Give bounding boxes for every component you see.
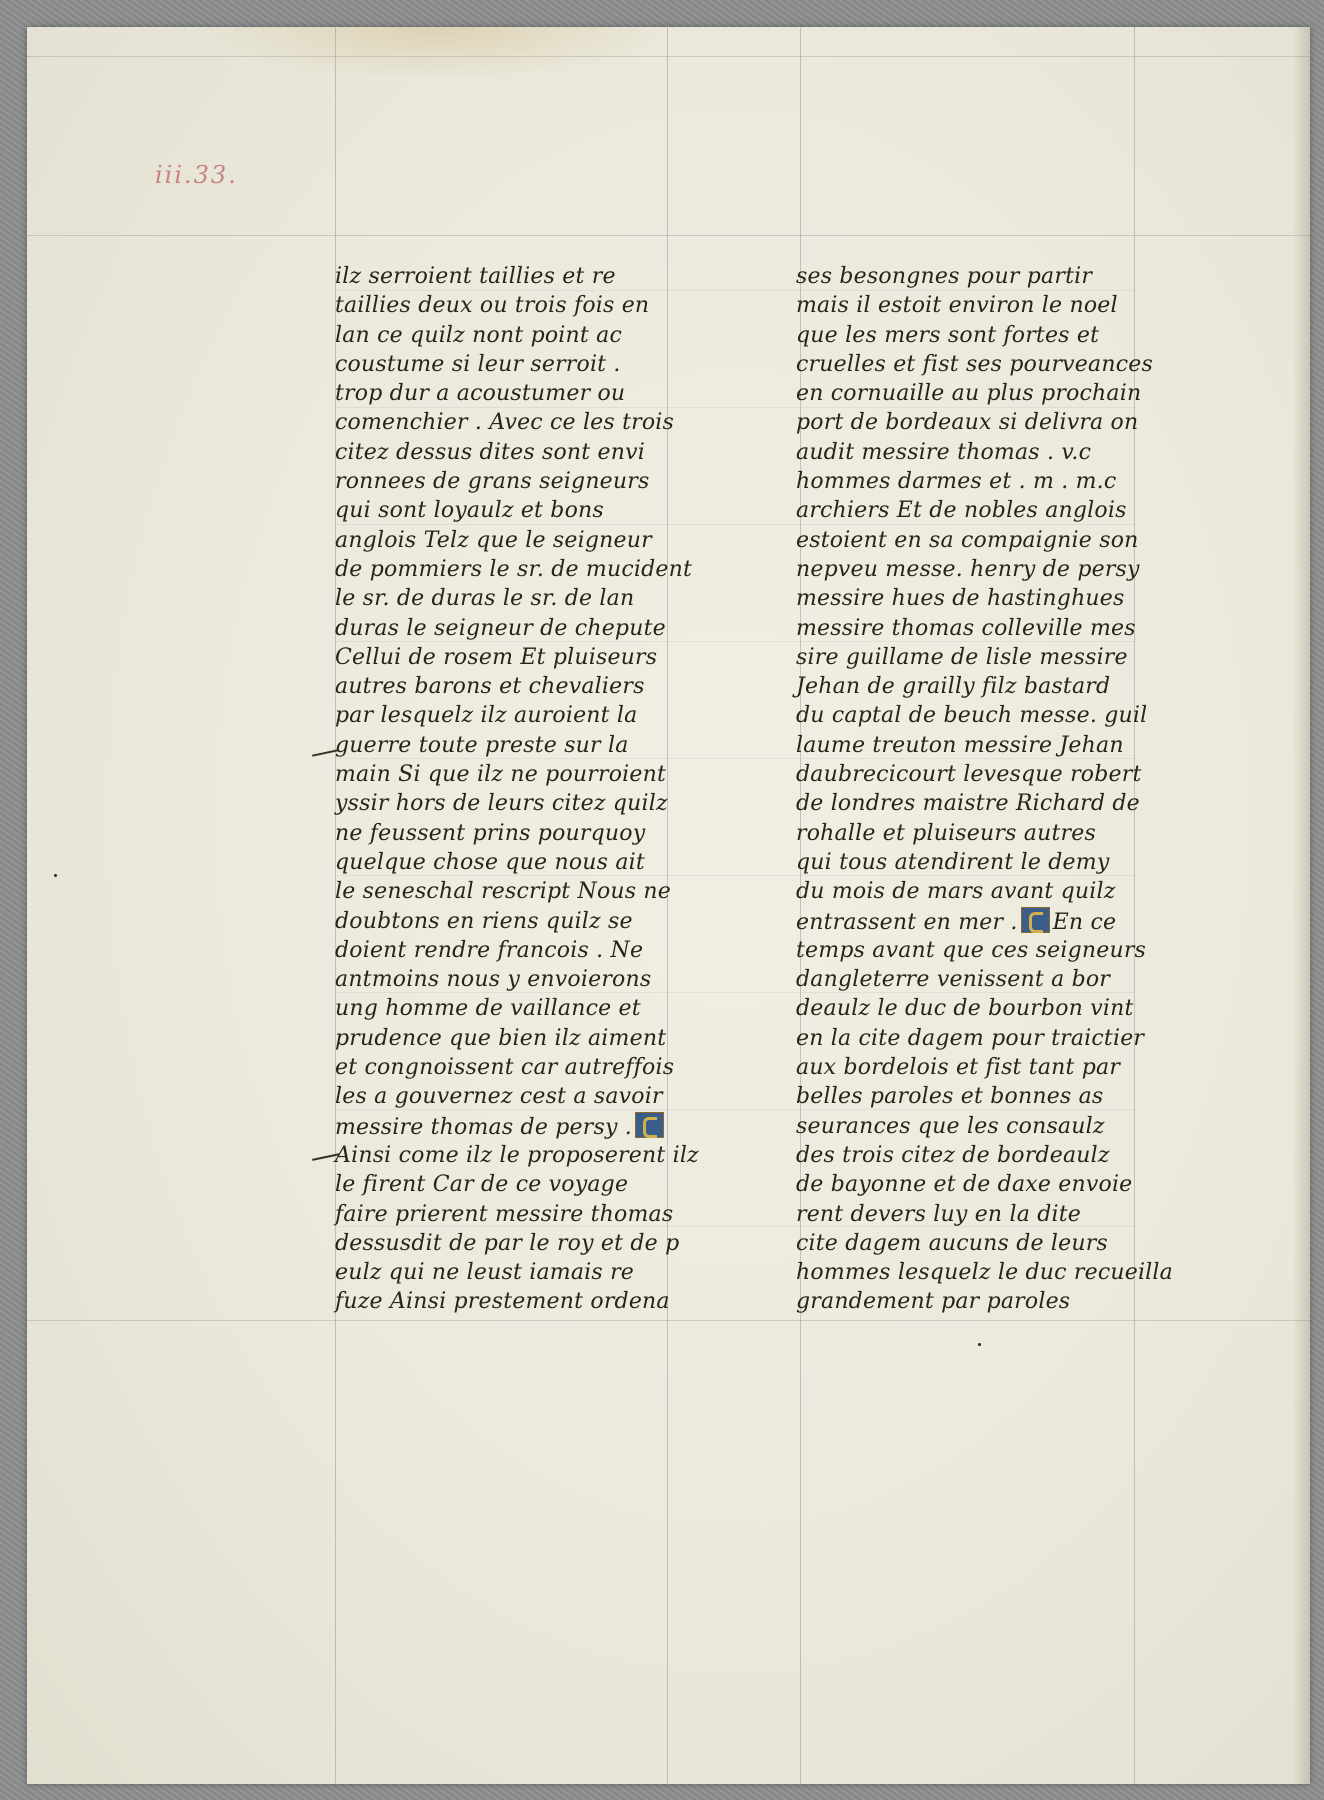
text-line-content: messire hues de hastinghues	[796, 586, 1125, 612]
text-line-content: quelque chose que nous ait	[335, 849, 645, 875]
illuminated-initial	[635, 1112, 664, 1138]
text-line	[796, 789, 1173, 818]
text-line-content: par lesquelz ilz auroient la	[335, 703, 638, 729]
text-line	[335, 496, 699, 525]
text-line	[796, 408, 1173, 437]
text-line	[796, 291, 1173, 320]
folio-number: iii.33.	[155, 161, 238, 189]
text-line-content: le firent Car de ce voyage	[335, 1172, 629, 1198]
text-line-content: archiers Et de nobles anglois	[796, 498, 1127, 524]
text-line	[335, 467, 699, 496]
text-line-content: doient rendre francois . Ne	[335, 937, 644, 963]
text-line	[335, 1287, 699, 1316]
text-line	[796, 672, 1173, 701]
text-line	[335, 789, 699, 818]
text-line	[335, 760, 699, 789]
text-line	[335, 555, 699, 584]
text-line	[796, 1170, 1173, 1199]
text-line	[335, 1053, 699, 1082]
text-line-content: Ainsi come ilz le proposerent ilz	[335, 1142, 699, 1168]
text-line-content: autres barons et chevaliers	[335, 674, 645, 700]
ink-speck	[54, 874, 57, 877]
text-line-content: Cellui de rosem Et pluiseurs	[335, 644, 658, 670]
text-line	[335, 907, 699, 936]
text-line-content: anglois Telz que le seigneur	[335, 527, 652, 553]
text-line-content: cite dagem aucuns de leurs	[796, 1230, 1108, 1256]
ruling-line	[27, 235, 1310, 236]
text-line	[796, 1229, 1173, 1258]
text-line-content: qui sont loyaulz et bons	[335, 498, 604, 524]
text-line	[796, 848, 1173, 877]
text-line	[796, 1258, 1173, 1287]
text-line	[796, 1082, 1173, 1111]
text-line	[796, 1200, 1173, 1229]
text-line-content: trop dur a acoustumer ou	[335, 381, 626, 407]
text-line	[796, 526, 1173, 555]
text-line	[796, 760, 1173, 789]
text-line-content: ronnees de grans seigneurs	[335, 469, 650, 495]
text-line	[335, 1200, 699, 1229]
text-line-content: eulz qui ne leust iamais re	[335, 1260, 635, 1286]
text-line	[335, 819, 699, 848]
text-line-content: sire guillame de lisle messire	[796, 644, 1128, 670]
text-line-content: ne feussent prins pourquoy	[335, 820, 646, 846]
text-line	[335, 350, 699, 379]
ruling-line	[27, 1320, 1310, 1321]
text-line	[796, 701, 1173, 730]
text-line-content: du mois de mars avant quilz	[796, 879, 1116, 905]
text-line	[796, 614, 1173, 643]
text-line-content: mais il estoit environ le noel	[796, 293, 1118, 319]
gutter-shadow	[1292, 27, 1310, 1784]
text-line-content: main Si que ilz ne pourroient	[335, 762, 667, 788]
text-line	[796, 819, 1173, 848]
text-line-content: belles paroles et bonnes as	[796, 1084, 1104, 1110]
text-line-content: nepveu messe. henry de persy	[796, 556, 1140, 582]
text-line	[335, 438, 699, 467]
text-line	[335, 1258, 699, 1287]
text-line-content: guerre toute preste sur la	[335, 732, 629, 758]
ink-speck	[978, 1343, 981, 1346]
text-line-content: duras le seigneur de chepute	[335, 615, 666, 641]
text-line	[796, 438, 1173, 467]
text-line	[335, 1112, 699, 1141]
text-line	[335, 1141, 699, 1170]
text-line-content: yssir hors de leurs citez quilz	[335, 791, 668, 817]
text-line	[796, 350, 1173, 379]
text-line-content: dangleterre venissent a bor	[796, 967, 1111, 993]
text-line-content: comenchier . Avec ce les trois	[335, 410, 675, 436]
text-line-content: daubrecicourt levesque robert	[796, 762, 1142, 788]
text-line-content: temps avant que ces seigneurs	[796, 937, 1147, 963]
text-column-left	[335, 262, 699, 1317]
text-line	[796, 321, 1173, 350]
water-stain	[197, 27, 677, 82]
text-line-content: port de bordeaux si delivra on	[796, 410, 1139, 436]
illuminated-initial	[1021, 907, 1050, 933]
text-line	[335, 936, 699, 965]
text-line	[796, 379, 1173, 408]
text-line-content: aux bordelois et fist tant par	[796, 1055, 1121, 1081]
text-line-content: seurances que les consaulz	[796, 1113, 1105, 1139]
text-line-content: qui tous atendirent le demy	[796, 849, 1110, 875]
text-line	[335, 848, 699, 877]
text-line-content: hommes darmes et . m . m.c	[796, 469, 1117, 495]
text-line	[335, 672, 699, 701]
text-line	[335, 1082, 699, 1111]
text-line-content: rent devers luy en la dite	[796, 1201, 1082, 1227]
text-line-content: grandement par paroles	[796, 1289, 1071, 1315]
text-line	[796, 731, 1173, 760]
text-line-content: faire prierent messire thomas	[335, 1201, 674, 1227]
text-line-content: messire thomas colleville mes	[796, 615, 1136, 641]
text-line	[796, 643, 1173, 672]
text-line-content: deaulz le duc de bourbon vint	[796, 996, 1134, 1022]
text-line-content: laume treuton messire Jehan	[796, 732, 1124, 758]
text-line	[796, 877, 1173, 906]
text-line	[335, 262, 699, 291]
text-line	[335, 321, 699, 350]
text-line	[796, 555, 1173, 584]
text-line	[796, 965, 1173, 994]
text-line	[796, 496, 1173, 525]
text-line-content: en la cite dagem pour traictier	[796, 1025, 1145, 1051]
text-line-content: citez dessus dites sont envi	[335, 439, 645, 465]
text-line	[796, 1024, 1173, 1053]
text-line	[796, 907, 1173, 936]
text-line	[796, 1141, 1173, 1170]
text-line-content: dessusdit de par le roy et de p	[335, 1230, 680, 1256]
text-line-content: de londres maistre Richard de	[796, 791, 1140, 817]
text-line-content: rohalle et pluiseurs autres	[796, 820, 1096, 846]
text-line	[335, 731, 699, 760]
text-line-content: taillies deux ou trois fois en	[335, 293, 650, 319]
text-line-content: fuze Ainsi prestement ordena	[335, 1289, 670, 1315]
text-line-content: ung homme de vaillance et	[335, 996, 641, 1022]
text-line-content: le sr. de duras le sr. de lan	[335, 586, 635, 612]
text-line-content: le seneschal rescript Nous ne	[335, 879, 672, 905]
text-line-content: ses besongnes pour partir	[796, 264, 1093, 289]
text-line	[335, 1170, 699, 1199]
text-line	[335, 701, 699, 730]
text-line-content: antmoins nous y envoierons	[335, 967, 652, 993]
text-line-content: les a gouvernez cest a savoir	[335, 1084, 663, 1110]
text-line	[335, 965, 699, 994]
text-line-content: lan ce quilz nont point ac	[335, 322, 622, 348]
text-line-content: en cornuaille au plus prochain	[796, 381, 1142, 407]
text-line	[335, 584, 699, 613]
text-line	[335, 643, 699, 672]
text-line	[335, 614, 699, 643]
text-line	[796, 1053, 1173, 1082]
text-line-content: des trois citez de bordeaulz	[796, 1142, 1110, 1168]
text-line	[796, 994, 1173, 1023]
text-line	[335, 408, 699, 437]
text-line	[335, 379, 699, 408]
text-line	[796, 936, 1173, 965]
text-line-content: coustume si leur serroit .	[335, 351, 621, 377]
text-line-content: En ce	[1052, 909, 1117, 935]
text-line-content: estoient en sa compaignie son	[796, 527, 1139, 553]
text-line-content: cruelles et fist ses pourveances	[796, 351, 1153, 377]
text-line-content: Jehan de grailly filz bastard	[796, 674, 1111, 700]
text-line	[796, 584, 1173, 613]
text-line	[335, 1229, 699, 1258]
ruling-line	[27, 56, 1310, 57]
text-line-content: entrassent en mer .	[796, 909, 1018, 935]
text-line	[335, 877, 699, 906]
text-line	[335, 1024, 699, 1053]
text-line-content: du captal de beuch messe. guil	[796, 703, 1148, 729]
text-line-content: hommes lesquelz le duc recueilla	[796, 1260, 1173, 1286]
text-line	[335, 291, 699, 320]
text-line-content: et congnoissent car autreffois	[335, 1055, 675, 1081]
text-line	[796, 262, 1173, 291]
text-line	[796, 1112, 1173, 1141]
text-line-content: que les mers sont fortes et	[796, 322, 1100, 348]
text-line	[335, 994, 699, 1023]
text-column-right	[796, 262, 1173, 1317]
text-line	[796, 1287, 1173, 1316]
text-line-content: de bayonne et de daxe envoie	[796, 1172, 1133, 1198]
text-line-content: ilz serroient taillies et re	[335, 264, 616, 289]
text-line-content: messire thomas de persy .	[335, 1114, 632, 1140]
text-line-content: de pommiers le sr. de mucident	[335, 556, 693, 582]
text-line-content: audit messire thomas . v.c	[796, 439, 1092, 465]
text-line-content: prudence que bien ilz aiment	[335, 1025, 667, 1051]
text-line-content: doubtons en riens quilz se	[335, 908, 633, 934]
text-line	[796, 467, 1173, 496]
text-line	[335, 526, 699, 555]
